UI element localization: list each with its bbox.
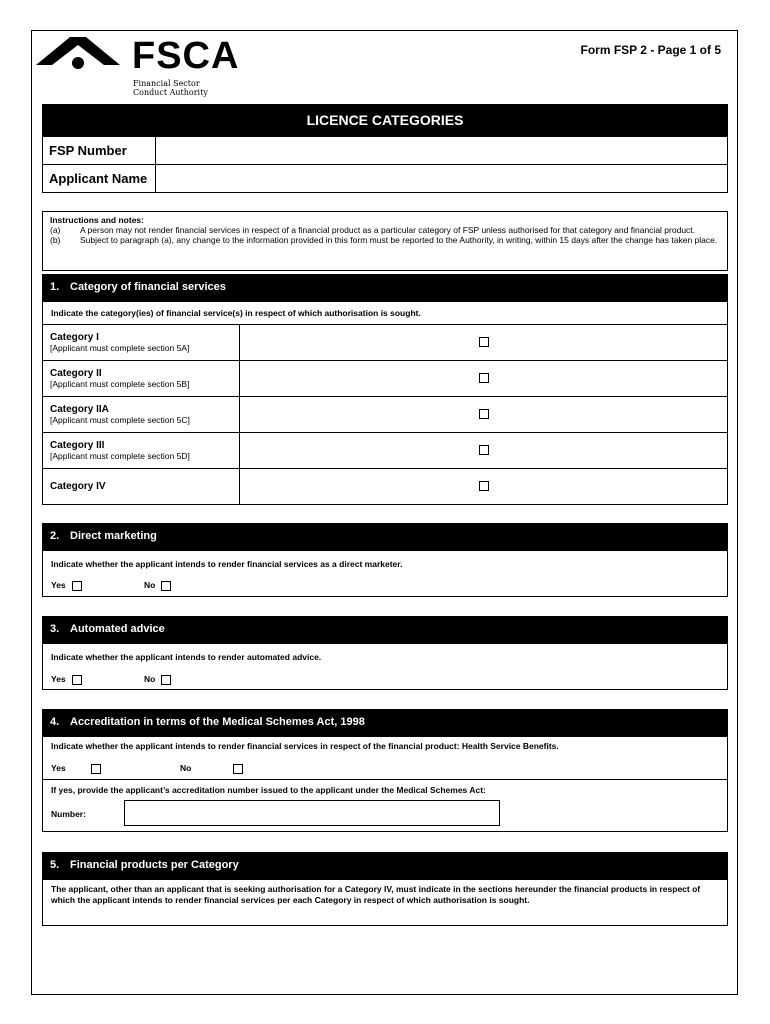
- category-ii-checkbox[interactable]: [479, 373, 489, 383]
- form-reference: Form FSP 2 - Page 1 of 5: [580, 43, 721, 57]
- category-name: Category IV: [50, 481, 106, 492]
- section-5-header: 5. Financial products per Category: [42, 852, 728, 879]
- medical-schemes-no-checkbox[interactable]: [233, 764, 243, 774]
- accreditation-number-label: Number:: [51, 809, 86, 819]
- section-4-header: 4. Accreditation in terms of the Medical Schemes Act, 1998: [42, 709, 728, 736]
- category-note: [Applicant must complete section 5B]: [50, 379, 190, 389]
- direct-marketing-yes-checkbox[interactable]: [72, 581, 82, 591]
- medical-schemes-no: No: [180, 763, 243, 774]
- direct-marketing-yes: Yes: [51, 580, 82, 591]
- category-row: [43, 361, 728, 397]
- automated-advice-yes: Yes: [51, 674, 82, 685]
- category-name: Category IIA: [50, 404, 109, 415]
- section-1-header: 1. Category of financial services: [42, 274, 728, 301]
- category-row: [43, 433, 728, 469]
- applicant-name-field[interactable]: [156, 165, 728, 193]
- category-name: Category I: [50, 332, 99, 343]
- category-name: Category III: [50, 440, 105, 451]
- instruction-item: (a) A person may not render financial services in respect of a financial product as a particular category of FSP unless authorised for that category and financial product.: [50, 225, 696, 235]
- section-3-instruction: Indicate whether the applicant intends to render automated advice.: [51, 652, 322, 662]
- automated-advice-yes-checkbox[interactable]: [72, 675, 82, 685]
- fsca-logo: [36, 35, 276, 97]
- category-note: [Applicant must complete section 5C]: [50, 415, 190, 425]
- identity-table: [42, 136, 728, 193]
- fsca-roof-icon: [36, 35, 120, 71]
- category-row: [43, 325, 728, 361]
- fsp-number-label: FSP Number: [43, 137, 156, 165]
- category-iia-checkbox[interactable]: [479, 409, 489, 419]
- instructions-box: [42, 211, 728, 271]
- instructions-heading: Instructions and notes:: [50, 215, 144, 225]
- medical-schemes-yes-checkbox[interactable]: [91, 764, 101, 774]
- logo-wordmark: FSCA: [132, 35, 240, 77]
- section-2-instruction: Indicate whether the applicant intends to render financial services as a direct marketer.: [51, 559, 403, 569]
- applicant-name-label: Applicant Name: [43, 165, 156, 193]
- fsp-number-field[interactable]: [156, 137, 728, 165]
- category-i-checkbox[interactable]: [479, 337, 489, 347]
- category-iii-checkbox[interactable]: [479, 445, 489, 455]
- direct-marketing-no: No: [144, 580, 171, 591]
- section-5-text: The applicant, other than an applicant that is seeking authorisation for a Category IV, must indicate in the sections hereunder the financial products in respect of which the applicant intends to render financial services per each Category in respect of which authorisation is sought.: [51, 884, 701, 905]
- direct-marketing-no-checkbox[interactable]: [161, 581, 171, 591]
- section-3-header: 3. Automated advice: [42, 616, 728, 643]
- page-title: LICENCE CATEGORIES: [42, 104, 728, 136]
- category-row: [43, 469, 728, 505]
- section-4-followup: If yes, provide the applicant’s accreditation number issued to the applicant under the Medical Schemes Act:: [51, 785, 486, 795]
- category-name: Category II: [50, 368, 102, 379]
- instruction-item: (b) Subject to paragraph (a), any change to the information provided in this form must be reported to the Authority, in writing, within 15 days after the change has taken place.: [50, 235, 718, 245]
- category-note: [Applicant must complete section 5D]: [50, 451, 190, 461]
- medical-schemes-yes: Yes: [51, 763, 101, 774]
- section-2-header: 2. Direct marketing: [42, 523, 728, 550]
- section-1-instruction: Indicate the category(ies) of financial service(s) in respect of which authorisation is sought.: [42, 301, 728, 324]
- category-note: [Applicant must complete section 5A]: [50, 343, 190, 353]
- section-4-instruction: Indicate whether the applicant intends to render financial services in respect of the financial product: Health Service Benefits.: [51, 741, 559, 751]
- accreditation-number-input[interactable]: [124, 800, 500, 826]
- category-row: [43, 397, 728, 433]
- automated-advice-no-checkbox[interactable]: [161, 675, 171, 685]
- automated-advice-no: No: [144, 674, 171, 685]
- logo-subtitle: Financial Sector Conduct Authority: [133, 79, 208, 97]
- category-iv-checkbox[interactable]: [479, 481, 489, 491]
- category-table: [42, 324, 728, 505]
